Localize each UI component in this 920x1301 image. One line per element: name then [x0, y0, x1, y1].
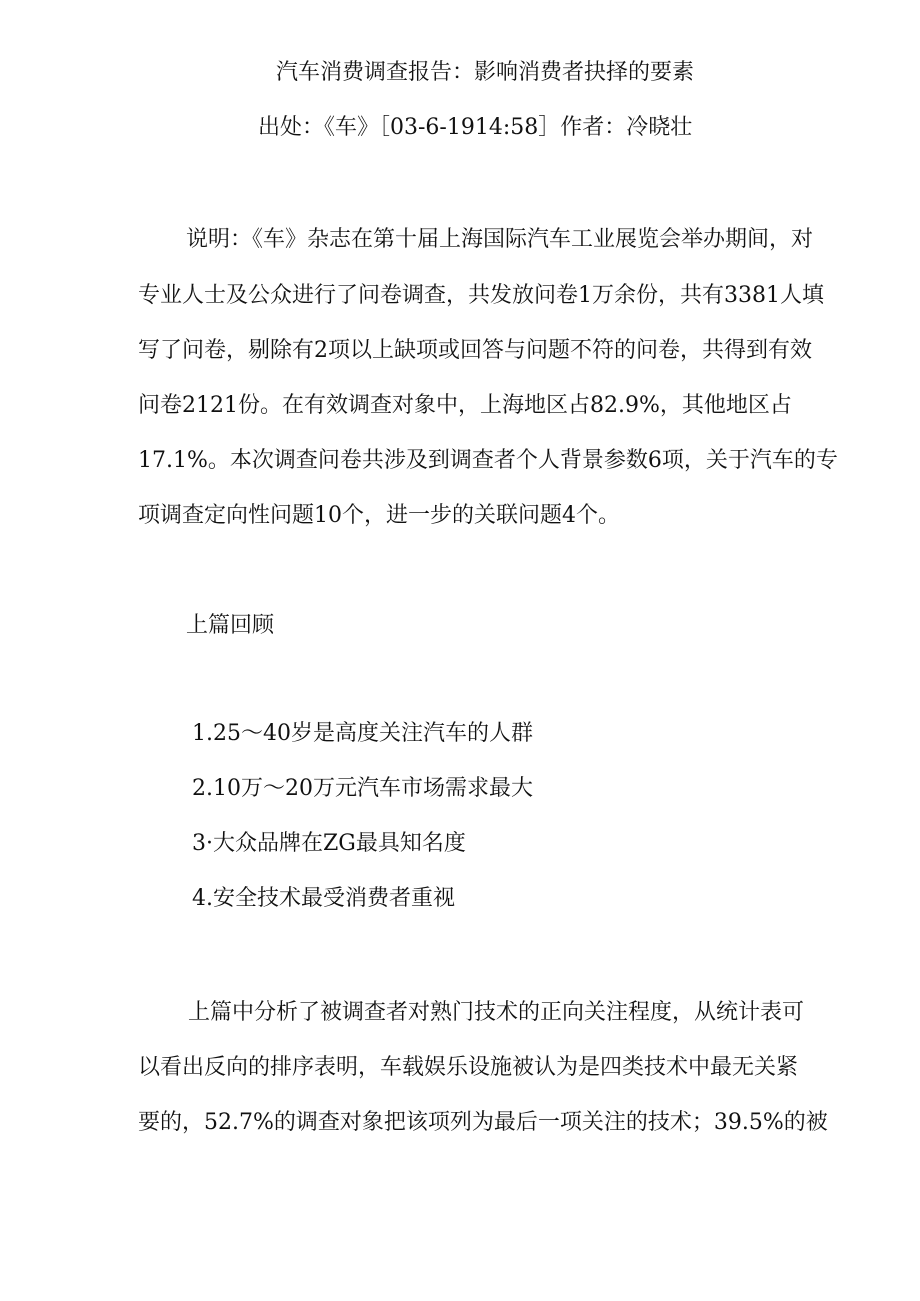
analysis-line: 要的，52.7%的调查对象把该项列为最后一项关注的技术；39.5%的被 — [138, 1110, 828, 1135]
intro-line: 专业人士及公众进行了问卷调查，共发放问卷1万余份，共有3381人填 — [138, 283, 824, 308]
source-line: 出处：《车》［03-6-1914:58］作者：冷晓壮 — [258, 115, 693, 140]
intro-line: 问卷2121份。在有效调查对象中，上海地区占82.9%，其他地区占 — [138, 393, 792, 418]
intro-line: 项调查定向性问题10个，进一步的关联问题4个。 — [138, 503, 620, 528]
list-item: 1.25～40岁是高度关注汽车的人群 — [192, 721, 533, 746]
intro-line: 说明：《车》杂志在第十届上海国际汽车工业展览会举办期间，对 — [186, 227, 814, 252]
analysis-line: 上篇中分析了被调查者对熟门技术的正向关注程度，从统计表可 — [188, 1000, 805, 1025]
list-item: 3·大众品牌在ZG最具知名度 — [192, 831, 466, 856]
analysis-line: 以看出反向的排序表明，车载娱乐设施被认为是四类技术中最无关紧 — [138, 1055, 799, 1080]
intro-line: 写了问卷，剔除有2项以上缺项或回答与问题不符的问卷，共得到有效 — [138, 338, 812, 363]
review-heading: 上篇回顾 — [186, 613, 275, 638]
list-item: 4.安全技术最受消费者重视 — [192, 886, 455, 911]
list-item: 2.10万～20万元汽车市场需求最大 — [192, 776, 533, 801]
intro-line: 17.1%。本次调查问卷共涉及到调查者个人背景参数6项，关于汽车的专 — [138, 448, 838, 473]
report-title: 汽车消费调查报告：影响消费者抉择的要素 — [276, 60, 695, 85]
